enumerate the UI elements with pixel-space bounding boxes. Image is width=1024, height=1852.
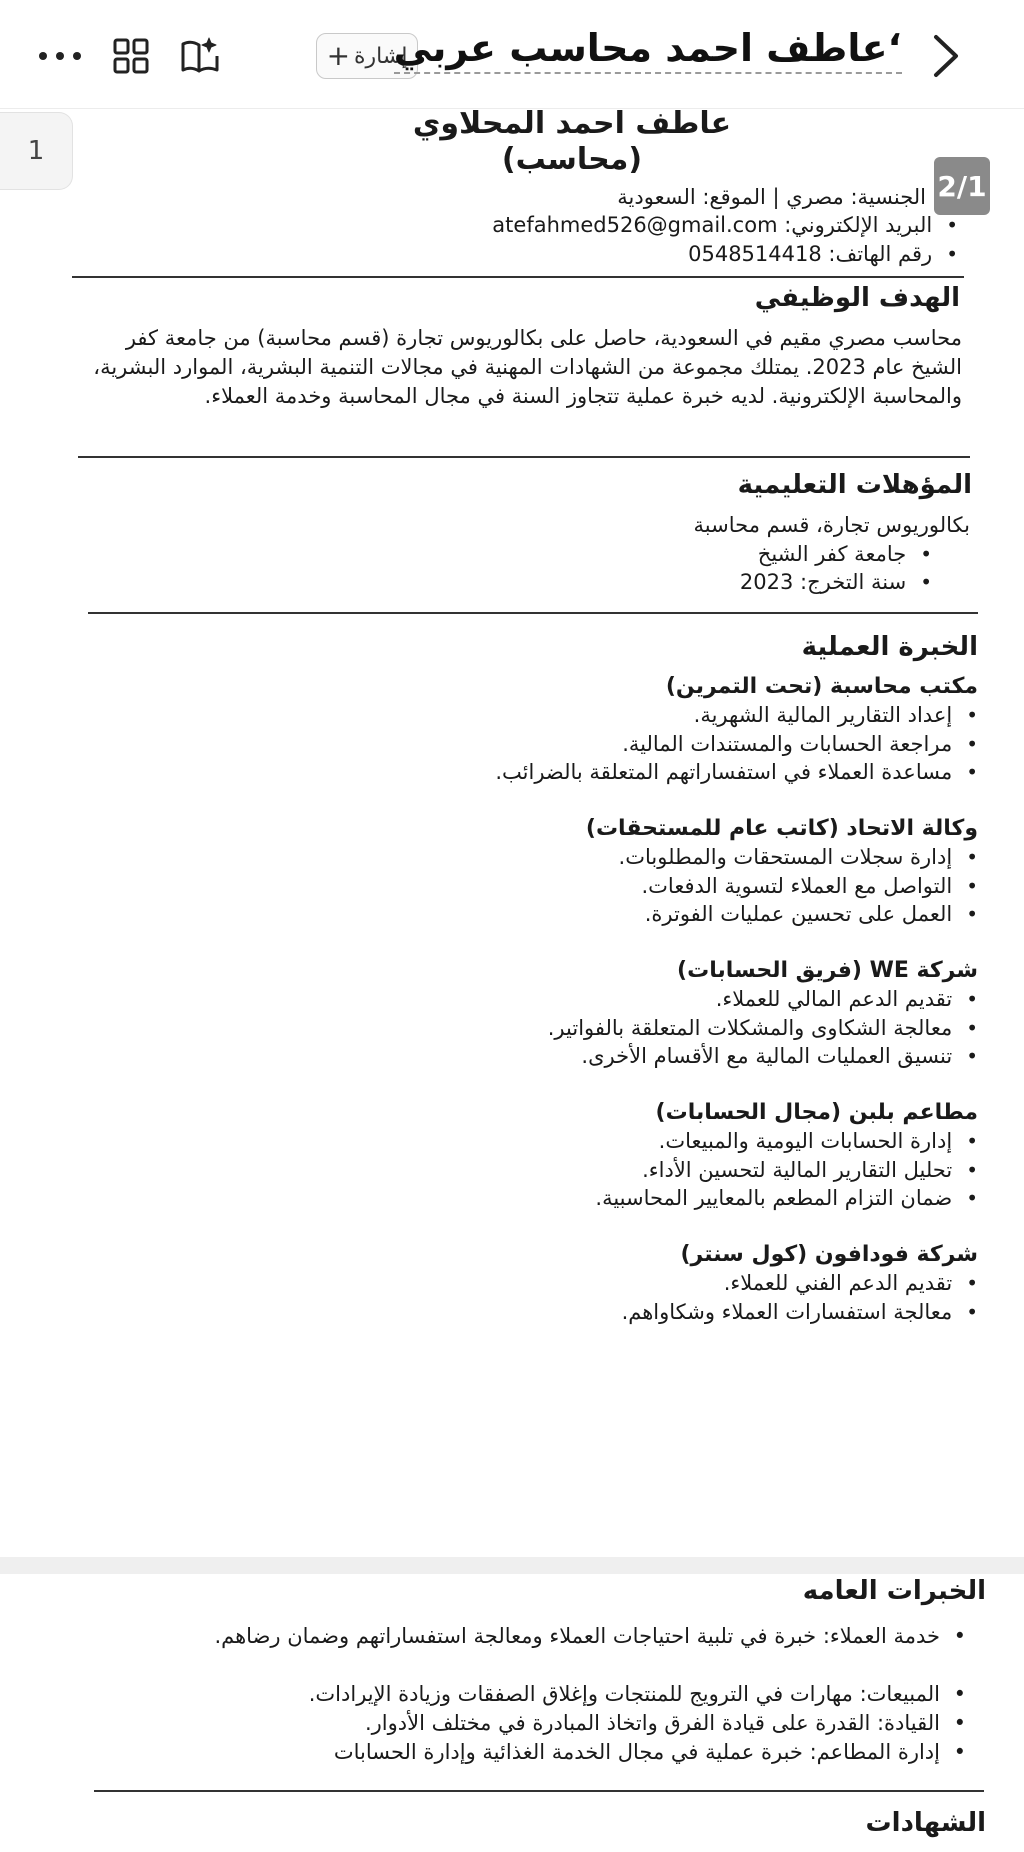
job-item: • مساعدة العملاء في استفساراتهم المتعلقة بالضرائب. xyxy=(495,760,978,784)
education-item: • سنة التخرج: 2023 xyxy=(740,570,932,594)
contact-email: • البريد الإلكتروني: atefahmed526@gmail.com xyxy=(492,213,958,237)
job-item: • العمل على تحسين عمليات الفوترة. xyxy=(645,902,978,926)
objective-heading: الهدف الوظيفي xyxy=(754,283,960,313)
job-item: • تقديم الدعم المالي للعملاء. xyxy=(716,987,978,1011)
general-heading: الخبرات العامه xyxy=(802,1576,986,1606)
contact-nationality: الجنسية: مصري | الموقع: السعودية xyxy=(617,185,926,209)
book-sparkle-icon[interactable] xyxy=(176,30,226,82)
general-item: • إدارة المطاعم: خبرة عملية في مجال الخدمة الغذائية وإدارة الحسابات xyxy=(166,1738,966,1767)
chevron-right-icon[interactable] xyxy=(924,30,968,82)
page-number-tab[interactable]: 1 xyxy=(0,112,73,190)
job-item: • ضمان التزام المطعم بالمعايير المحاسبية. xyxy=(595,1186,978,1210)
objective-text: محاسب مصري مقيم في السعودية، حاصل على بكالوريوس تجارة (قسم محاسبة) من جامعة كفر الشيخ عام 2023. يمتلك مجموعة من الشهادات المهنية في مجالات التنمية البشرية، الموارد البشرية، والمحاسبة الإلكترونية. لديه خبرة عملية تتجاوز السنة في مجال المحاسبة وخدمة العملاء. xyxy=(93,326,962,408)
job-item: • معالجة استفسارات العملاء وشكاواهم. xyxy=(622,1300,978,1324)
page-break xyxy=(0,1557,1024,1574)
job-item: • معالجة الشكاوى والمشكلات المتعلقة بالفواتير. xyxy=(548,1016,978,1040)
divider xyxy=(94,1790,984,1792)
experience-heading: الخبرة العملية xyxy=(801,632,978,662)
mention-label: إشارة xyxy=(354,43,408,69)
general-item: • خدمة العملاء: خبرة في تلبية احتياجات العملاء ومعالجة استفساراتهم وضمان رضاهم. xyxy=(166,1622,966,1651)
more-icon[interactable] xyxy=(34,30,86,82)
divider xyxy=(72,276,964,278)
job-item: • إدارة سجلات المستحقات والمطلوبات. xyxy=(619,845,978,869)
document-title[interactable]: ‘عاطف احمد محاسب عربي xyxy=(394,26,902,74)
general-item: • القيادة: القدرة على قيادة الفرق واتخاذ المبادرة في مختلف الأدوار. xyxy=(166,1709,966,1738)
job-item: • التواصل مع العملاء لتسوية الدفعات. xyxy=(641,874,978,898)
job-item: • تحليل التقارير المالية لتحسين الأداء. xyxy=(642,1158,978,1182)
job-item: • مراجعة الحسابات والمستندات المالية. xyxy=(622,732,978,756)
job-item: • تنسيق العمليات المالية مع الأقسام الأخرى. xyxy=(581,1044,978,1068)
education-degree: بكالوريوس تجارة، قسم محاسبة xyxy=(693,513,970,537)
job-title: شركة WE (فريق الحسابات) xyxy=(677,958,978,983)
job-item: • إدارة الحسابات اليومية والمبيعات. xyxy=(659,1129,978,1153)
job-item: • إعداد التقارير المالية الشهرية. xyxy=(694,703,978,727)
grid-icon[interactable] xyxy=(108,30,154,82)
page-indicator-badge: 2/1 xyxy=(934,157,990,215)
plus-icon: + xyxy=(326,39,351,72)
contact-phone: • رقم الهاتف: 0548514418 xyxy=(688,242,958,266)
cv-job-title: (محاسب) xyxy=(501,142,643,177)
top-toolbar xyxy=(0,0,1024,109)
education-item: • جامعة كفر الشيخ xyxy=(758,542,932,566)
job-title: وكالة الاتحاد (كاتب عام للمستحقات) xyxy=(585,816,978,841)
certificates-heading: الشهادات xyxy=(865,1808,986,1838)
divider xyxy=(78,456,970,458)
job-title: مكتب محاسبة (تحت التمرين) xyxy=(665,674,978,699)
education-heading: المؤهلات التعليمية xyxy=(737,470,972,500)
job-title: شركة فودافون (كول سنتر) xyxy=(680,1242,978,1267)
divider xyxy=(88,612,978,614)
cv-name: عاطف احمد المحلاوي xyxy=(412,106,732,141)
job-item: • تقديم الدعم الفني للعملاء. xyxy=(724,1271,978,1295)
general-item: • المبيعات: مهارات في الترويج للمنتجات وإغلاق الصفقات وزيادة الإيرادات. xyxy=(166,1680,966,1709)
job-title: مطاعم بلبن (مجال الحسابات) xyxy=(655,1100,978,1125)
